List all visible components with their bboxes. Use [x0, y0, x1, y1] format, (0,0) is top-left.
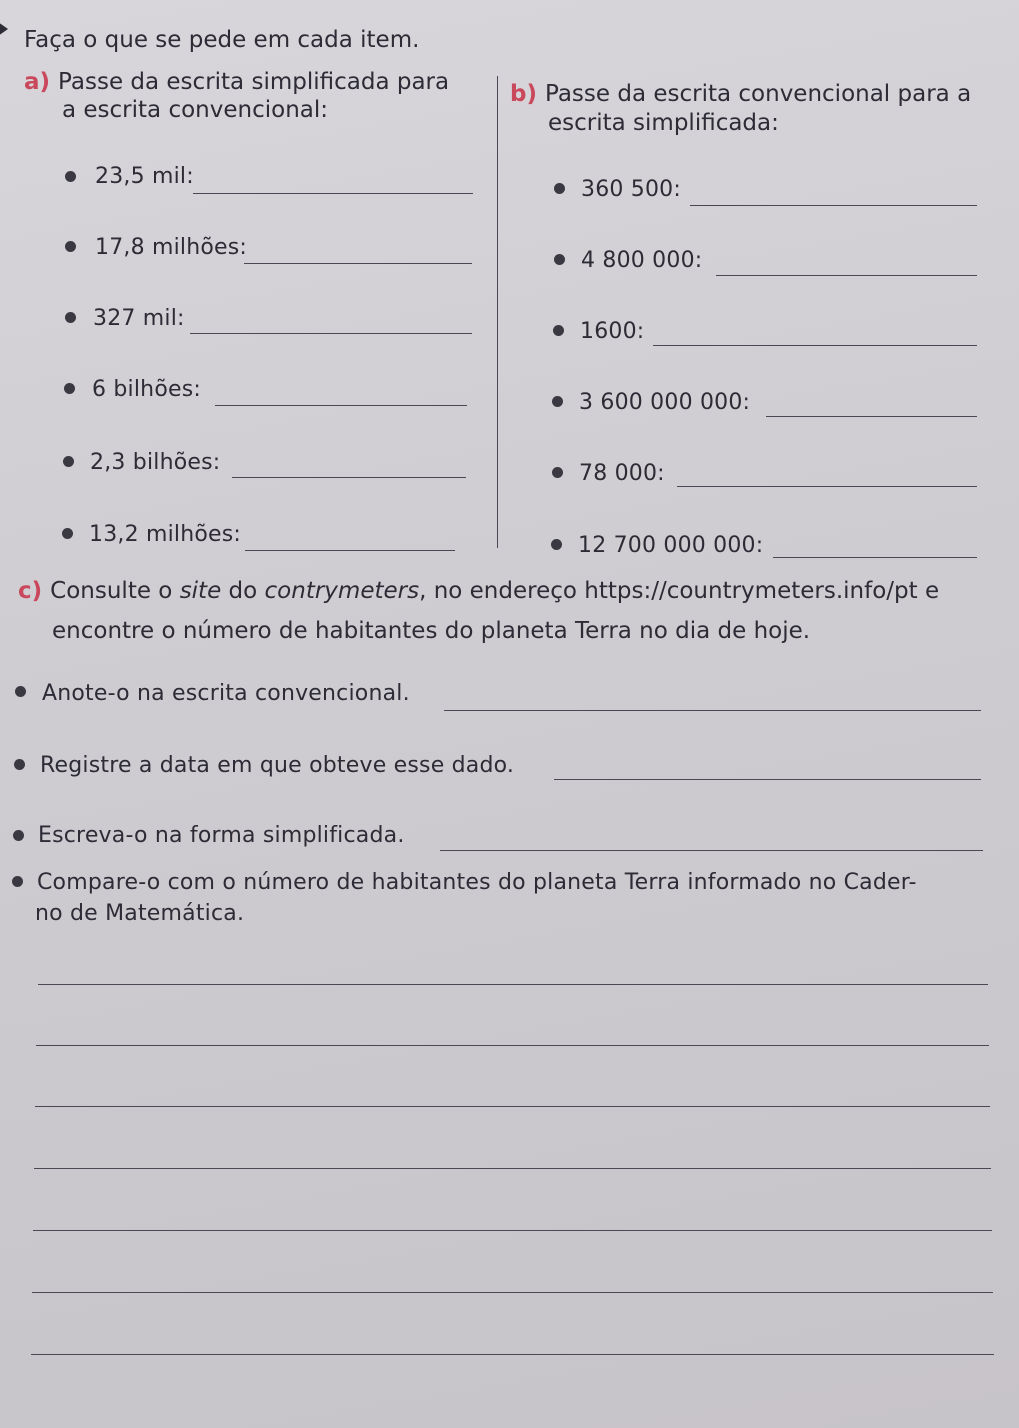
- item-a-label-3: 327 mil:: [93, 306, 185, 331]
- item-c-letter: c): [18, 578, 43, 604]
- answer-line[interactable]: [35, 1106, 990, 1107]
- bullet-icon: [13, 830, 24, 841]
- bullet-icon: [552, 467, 563, 478]
- item-c-answer-line-3[interactable]: [440, 850, 983, 851]
- item-c-bullet-2: Registre a data em que obteve esse dado.: [40, 753, 515, 778]
- answer-line[interactable]: [33, 1230, 992, 1231]
- item-b-label-6: 12 700 000 000:: [578, 533, 764, 558]
- bullet-icon: [552, 396, 563, 407]
- column-divider: [497, 76, 498, 548]
- item-b-letter: b): [510, 81, 537, 107]
- item-a-label-1: 23,5 mil:: [95, 164, 194, 189]
- item-a-label-6: 13,2 milhões:: [89, 522, 242, 547]
- item-b-answer-line-4[interactable]: [766, 416, 977, 417]
- bullet-icon: [62, 528, 73, 539]
- bullet-icon: [65, 241, 76, 252]
- item-c-bullet-4-line1: Compare-o com o número de habitantes do planeta Terra informado no Cader-: [37, 870, 917, 895]
- answer-line[interactable]: [34, 1168, 991, 1169]
- item-b-answer-line-6[interactable]: [773, 557, 977, 558]
- item-b-answer-line-3[interactable]: [653, 345, 977, 346]
- item-a-label-4: 6 bilhões:: [92, 377, 201, 402]
- bullet-icon: [15, 686, 26, 697]
- item-b-instruction: [510, 81, 971, 107]
- item-c-site-word: site: [179, 578, 222, 604]
- item-a-answer-line-6[interactable]: [245, 550, 455, 551]
- item-c-text: do: [221, 578, 265, 604]
- bullet-icon: [65, 171, 76, 182]
- title-arrow-icon: [0, 22, 8, 36]
- item-a-instruction-line2: a escrita convencional:: [62, 97, 329, 123]
- item-c-answer-line-2[interactable]: [554, 779, 981, 780]
- item-a-answer-line-2[interactable]: [244, 263, 472, 264]
- item-b-instruction-line1: Passe da escrita convencional para a: [544, 81, 972, 107]
- item-a-answer-line-1[interactable]: [193, 193, 473, 194]
- item-a-letter: a): [24, 69, 51, 95]
- answer-line[interactable]: [38, 984, 988, 985]
- item-c-text: Consulte o: [50, 578, 180, 604]
- item-a-label-2: 17,8 milhões:: [95, 235, 248, 260]
- bullet-icon: [551, 539, 562, 550]
- bullet-icon: [554, 254, 565, 265]
- item-b-label-3: 1600:: [580, 319, 645, 344]
- answer-line[interactable]: [32, 1292, 993, 1293]
- item-a-instruction: [24, 69, 449, 95]
- item-a-instruction-line1: Passe da escrita simplificada para: [58, 69, 450, 95]
- item-c-instruction-line2: encontre o número de habitantes do planeta Terra no dia de hoje.: [52, 618, 811, 644]
- bullet-icon: [14, 759, 25, 770]
- item-b-label-1: 360 500:: [581, 177, 681, 202]
- bullet-icon: [553, 325, 564, 336]
- item-b-answer-line-1[interactable]: [690, 205, 977, 206]
- item-c-url-text: , no endereço https://countrymeters.info/pt e: [419, 578, 940, 604]
- bullet-icon: [65, 312, 76, 323]
- bullet-icon: [64, 383, 75, 394]
- item-b-label-4: 3 600 000 000:: [579, 390, 751, 415]
- item-c-site-name: contrymeters: [264, 578, 420, 604]
- item-c-instruction: [18, 578, 939, 604]
- item-a-answer-line-3[interactable]: [190, 333, 472, 334]
- item-c-bullet-4-line2: no de Matemática.: [35, 901, 245, 926]
- bullet-icon: [12, 876, 23, 887]
- bullet-icon: [554, 183, 565, 194]
- item-a-label-5: 2,3 bilhões:: [90, 450, 221, 475]
- item-b-answer-line-5[interactable]: [677, 486, 977, 487]
- item-c-answer-line-1[interactable]: [444, 710, 981, 711]
- item-c-bullet-1: Anote-o na escrita convencional.: [42, 681, 410, 706]
- item-b-instruction-line2: escrita simplificada:: [548, 110, 779, 136]
- bullet-icon: [63, 456, 74, 467]
- item-b-answer-line-2[interactable]: [716, 275, 977, 276]
- page-title: Faça o que se pede em cada item.: [24, 27, 420, 53]
- item-b-label-2: 4 800 000:: [581, 248, 703, 273]
- answer-line[interactable]: [31, 1354, 994, 1355]
- item-a-answer-line-4[interactable]: [215, 405, 467, 406]
- answer-line[interactable]: [36, 1045, 989, 1046]
- item-c-bullet-3: Escreva-o na forma simplificada.: [38, 823, 405, 848]
- item-b-label-5: 78 000:: [579, 461, 665, 486]
- item-a-answer-line-5[interactable]: [232, 477, 466, 478]
